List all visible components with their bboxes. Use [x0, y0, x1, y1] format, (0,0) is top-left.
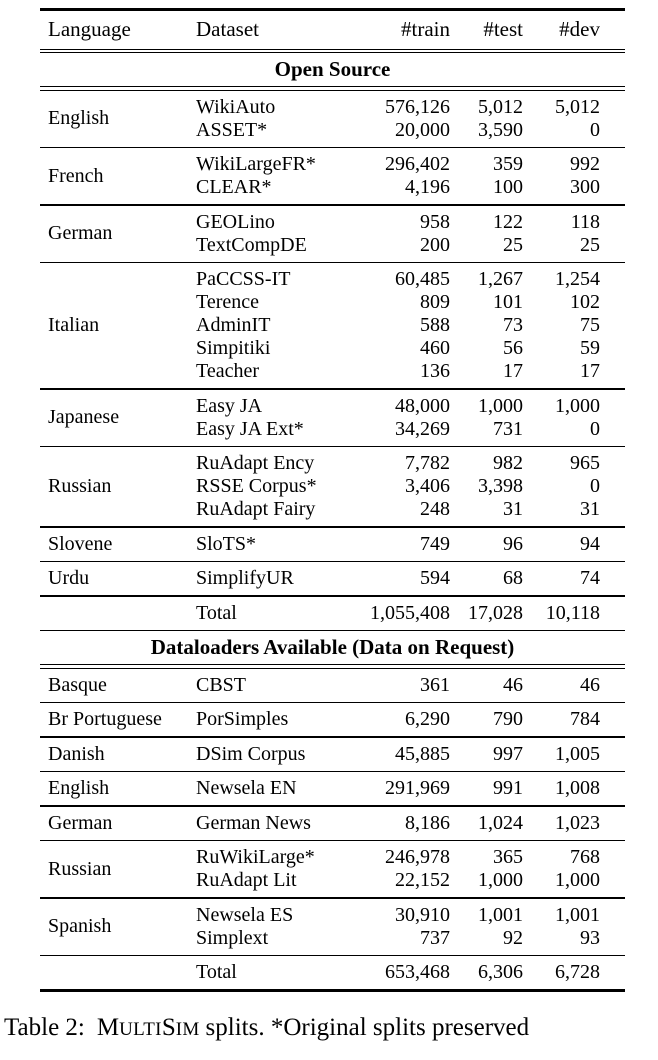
language-group [40, 807, 625, 840]
test-count: 1,000 [478, 394, 523, 417]
column-header-train: #train [401, 17, 450, 41]
dataset-name: Newsela EN [196, 777, 297, 799]
train-count: 8,186 [405, 811, 450, 834]
dataset-row [188, 777, 625, 800]
dataset-row [188, 567, 625, 590]
language-group [40, 669, 625, 702]
dataset-row [188, 846, 625, 869]
test-count: 365 [493, 846, 523, 868]
dataset-row [188, 176, 625, 199]
language-group [40, 528, 625, 561]
total-test-count: 6,306 [478, 961, 523, 983]
dataset-rows [188, 395, 625, 441]
total-train-count: 653,468 [385, 961, 450, 983]
train-count: 20,000 [395, 118, 450, 141]
train-count: 246,978 [385, 846, 450, 868]
train-count: 749 [420, 532, 450, 555]
dev-count: 1,001 [555, 903, 600, 926]
train-count: 30,910 [395, 903, 450, 926]
caption-suffix: splits. *Original splits preserved [205, 1013, 530, 1041]
dataset-row [188, 869, 625, 892]
language-label: German [48, 222, 113, 244]
train-count: 4,196 [405, 176, 450, 198]
dataset-rows [188, 211, 625, 257]
dataset-row [188, 119, 625, 142]
dataset-rows [188, 777, 625, 800]
dataset-name: RuAdapt Fairy [196, 498, 316, 520]
dev-count: 768 [570, 846, 600, 868]
language-group [40, 703, 625, 736]
dataset-name: DSim Corpus [196, 742, 306, 765]
language-label: Br Portuguese [48, 708, 162, 730]
test-count: 25 [503, 233, 523, 256]
dataset-name: PaCCSS-IT [196, 268, 291, 290]
language-label: Russian [48, 857, 112, 880]
language-group [40, 91, 625, 147]
section-title: Open Source [274, 57, 391, 81]
dev-count: 0 [590, 475, 600, 497]
test-count: 17 [503, 360, 523, 382]
train-count: 6,290 [405, 708, 450, 730]
dataset-name: GEOLino [196, 210, 275, 233]
dataset-row [188, 96, 625, 119]
dataset-row [188, 153, 625, 176]
test-count: 46 [503, 673, 523, 696]
language-label: Russian [48, 475, 112, 497]
dataset-name: WikiLargeFR* [196, 153, 316, 175]
dev-count: 25 [580, 233, 600, 256]
train-count: 136 [420, 360, 450, 382]
dev-count: 93 [580, 926, 600, 949]
test-count: 73 [503, 314, 523, 336]
dev-count: 31 [580, 498, 600, 520]
dataset-row [188, 674, 625, 697]
dataset-name: WikiAuto [196, 95, 276, 118]
test-count: 122 [493, 210, 523, 233]
test-count: 56 [503, 337, 523, 359]
language-group [40, 390, 625, 446]
dataset-name: RuAdapt Ency [196, 452, 315, 474]
table-body [40, 53, 625, 992]
dataset-row [188, 743, 625, 766]
dev-count: 1,023 [555, 811, 600, 834]
test-count: 101 [493, 291, 523, 313]
dataset-row [188, 360, 625, 383]
test-count: 3,590 [478, 118, 523, 141]
test-count: 1,024 [478, 811, 523, 834]
dataset-name: Easy JA Ext* [196, 417, 304, 440]
section-title: Dataloaders Available (Data on Request) [150, 635, 515, 659]
dev-count: 118 [570, 210, 600, 233]
test-count: 96 [503, 532, 523, 555]
test-count: 991 [493, 777, 523, 799]
dev-count: 965 [570, 452, 600, 474]
dev-count: 5,012 [555, 95, 600, 118]
language-group [40, 772, 625, 805]
dataset-name: Terence [196, 291, 259, 313]
dev-count: 300 [570, 176, 600, 198]
total-dev-count: 6,728 [555, 961, 600, 983]
train-count: 248 [420, 498, 450, 520]
train-count: 460 [420, 337, 450, 359]
test-count: 1,001 [478, 903, 523, 926]
language-group [40, 841, 625, 897]
dataset-row [188, 234, 625, 257]
dataset-row [188, 904, 625, 927]
dataset-row [188, 475, 625, 498]
dataset-name: AdminIT [196, 314, 271, 336]
dataset-rows [188, 708, 625, 731]
language-label: German [48, 811, 113, 834]
dev-count: 1,254 [555, 268, 600, 290]
column-header-dataset: Dataset [196, 17, 259, 41]
test-count: 1,000 [478, 869, 523, 891]
language-group [40, 206, 625, 262]
language-label: Japanese [48, 406, 120, 428]
language-group [40, 148, 625, 204]
column-header-dev: #dev [559, 17, 600, 41]
train-count: 22,152 [395, 869, 450, 891]
dev-count: 102 [570, 291, 600, 313]
language-group [40, 899, 625, 955]
dataset-row [188, 812, 625, 835]
dataset-row [188, 211, 625, 234]
dataset-rows [188, 567, 625, 590]
total-label: Total [196, 961, 237, 983]
brand-cap: S [161, 1013, 176, 1041]
dataset-rows [188, 904, 625, 950]
dataset-row [188, 418, 625, 441]
dataset-name: Simplext [196, 926, 269, 949]
language-group [40, 738, 625, 771]
dev-count: 1,000 [555, 869, 600, 891]
brand-smallcaps: ULTI [119, 1018, 162, 1040]
table-header-row [40, 11, 625, 49]
dataset-rows [188, 268, 625, 383]
dev-count: 46 [580, 673, 600, 696]
train-count: 291,969 [385, 777, 450, 799]
test-count: 3,398 [478, 475, 523, 497]
dataset-rows [188, 743, 625, 766]
dataset-name: Easy JA [196, 394, 263, 417]
dev-count: 0 [590, 417, 600, 440]
train-count: 60,485 [395, 268, 450, 290]
train-count: 200 [420, 233, 450, 256]
test-count: 997 [493, 742, 523, 765]
language-label: Danish [48, 742, 105, 765]
brand-smallcaps: IM [175, 1018, 200, 1040]
brand-cap: M [96, 1013, 120, 1041]
train-count: 588 [420, 314, 450, 336]
caption-brand [97, 1014, 200, 1041]
language-label: Basque [48, 673, 107, 696]
dev-count: 1,008 [555, 777, 600, 799]
dev-count: 17 [580, 360, 600, 382]
train-count: 594 [420, 567, 450, 589]
test-count: 31 [503, 498, 523, 520]
test-count: 982 [493, 452, 523, 474]
total-test-count: 17,028 [468, 601, 523, 624]
total-row [40, 597, 625, 630]
dataset-row [188, 533, 625, 556]
dataset-rows [188, 96, 625, 142]
dataset-name: RSSE Corpus* [196, 475, 317, 497]
total-label: Total [196, 601, 237, 624]
train-count: 3,406 [405, 475, 450, 497]
test-count: 92 [503, 926, 523, 949]
train-count: 45,885 [395, 742, 450, 765]
dataset-row [188, 314, 625, 337]
train-count: 576,126 [385, 95, 450, 118]
dataset-name: Simpitiki [196, 337, 271, 359]
dataset-name: SimplifyUR [196, 567, 294, 589]
test-count: 5,012 [478, 95, 523, 118]
dataset-name: RuWikiLarge* [196, 846, 315, 868]
caption-prefix: Table 2: [4, 1013, 85, 1041]
dataset-rows [188, 674, 625, 697]
dataset-rows [188, 846, 625, 892]
total-dev-count: 10,118 [545, 601, 600, 624]
dev-count: 74 [580, 567, 600, 589]
dataset-name: CBST [196, 673, 247, 696]
dataset-row [188, 708, 625, 731]
dataset-name: Teacher [196, 360, 259, 382]
test-count: 68 [503, 567, 523, 589]
total-train-count: 1,055,408 [370, 601, 450, 624]
test-count: 359 [493, 153, 523, 175]
dataset-row [188, 498, 625, 521]
dataset-name: PorSimples [196, 708, 289, 730]
test-count: 790 [493, 708, 523, 730]
dev-count: 0 [590, 118, 600, 141]
column-header-test: #test [483, 17, 523, 41]
dataset-name: RuAdapt Lit [196, 869, 297, 891]
dataset-name: TextCompDE [196, 233, 307, 256]
dev-count: 992 [570, 153, 600, 175]
train-count: 361 [420, 673, 450, 696]
dataset-name: Newsela ES [196, 903, 294, 926]
dataset-row [188, 395, 625, 418]
train-count: 958 [420, 210, 450, 233]
language-group [40, 447, 625, 526]
column-header-language: Language [48, 17, 131, 41]
dataset-row [188, 337, 625, 360]
dev-count: 1,000 [555, 394, 600, 417]
table-2 [40, 8, 625, 992]
language-label: English [48, 107, 110, 129]
dataset-rows [188, 153, 625, 199]
language-label: French [48, 164, 104, 187]
language-label: Slovene [48, 532, 113, 555]
test-count: 731 [493, 417, 523, 440]
language-label: English [48, 777, 110, 799]
language-group [40, 562, 625, 595]
dataset-name: German News [196, 811, 311, 834]
table-caption [4, 1014, 658, 1042]
train-count: 7,782 [405, 452, 450, 474]
language-label: Urdu [48, 567, 90, 589]
table-bottom-rule [40, 989, 625, 992]
dataset-row [188, 452, 625, 475]
dataset-rows [188, 533, 625, 556]
dataset-rows [188, 452, 625, 521]
train-count: 34,269 [395, 417, 450, 440]
language-group [40, 263, 625, 388]
dev-count: 784 [570, 708, 600, 730]
dataset-row [188, 268, 625, 291]
dev-count: 59 [580, 337, 600, 359]
dev-count: 75 [580, 314, 600, 336]
train-count: 809 [420, 291, 450, 313]
dataset-name: CLEAR* [196, 176, 272, 198]
dev-count: 1,005 [555, 742, 600, 765]
train-count: 48,000 [395, 394, 450, 417]
test-count: 100 [493, 176, 523, 198]
language-label: Italian [48, 314, 100, 336]
dataset-name: SloTS* [196, 532, 257, 555]
dev-count: 94 [580, 532, 600, 555]
dataset-row [188, 291, 625, 314]
total-row [40, 956, 625, 989]
dataset-row [188, 927, 625, 950]
train-count: 737 [420, 926, 450, 949]
language-label: Spanish [48, 915, 112, 937]
train-count: 296,402 [385, 153, 450, 175]
dataset-rows [188, 812, 625, 835]
dataset-name: ASSET* [196, 118, 268, 141]
test-count: 1,267 [478, 268, 523, 290]
